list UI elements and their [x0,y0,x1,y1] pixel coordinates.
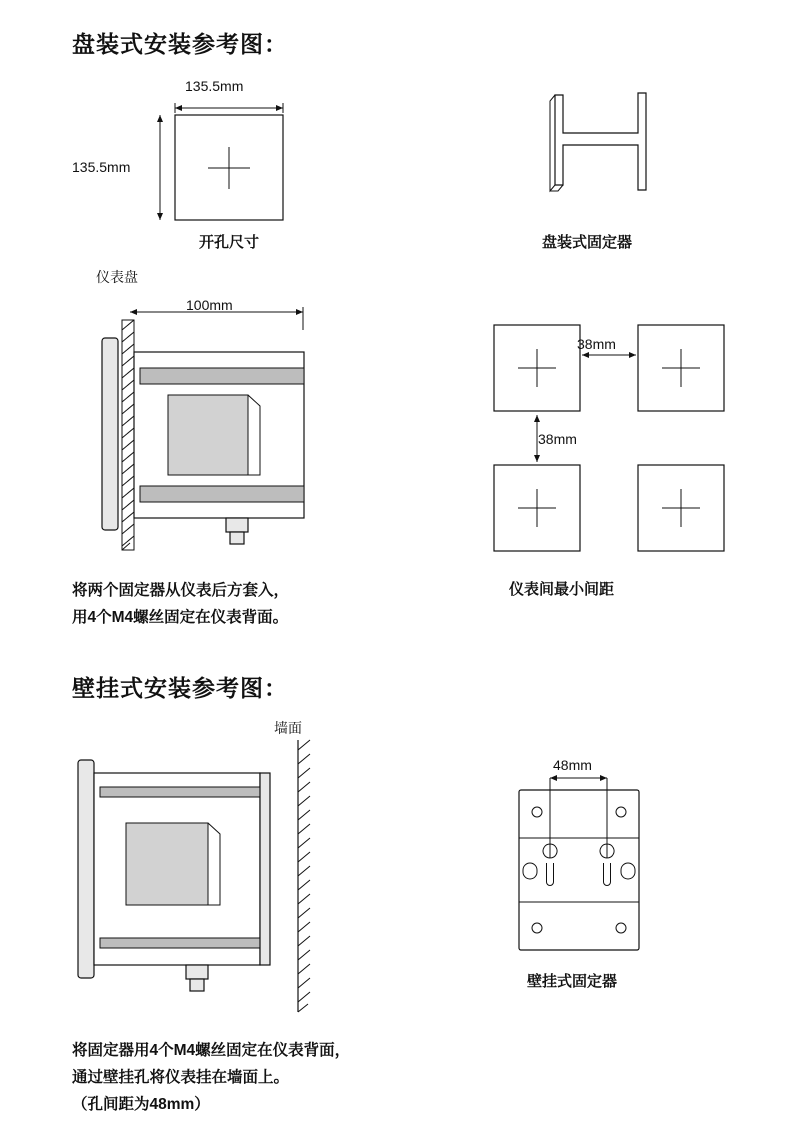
figure-side-view-panel-mount [70,290,370,555]
caption-cutout-size: 开孔尺寸 [199,234,260,251]
figure-wall-bracket [495,750,685,970]
figure-panel-bracket [530,85,670,210]
dimension-hole-spacing-48mm: 48mm [553,757,592,773]
section-title-wall-mount: 壁挂式安装参考图： [72,675,288,701]
section-title-panel-mount: 盘装式安装参考图： [72,31,288,57]
note-panel-mount-line1: 将两个固定器从仪表后方套入， [72,582,290,599]
figure-cutout-dimensions [140,75,320,250]
caption-minimum-spacing: 仪表间最小间距 [509,581,615,598]
label-instrument-panel: 仪表盘 [96,269,138,285]
note-wall-mount-line2: 通过壁挂孔将仪表挂在墙面上。 [72,1069,290,1086]
note-wall-mount-line3: （孔间距为48mm） [72,1096,210,1113]
dimension-vertical-spacing: 38mm [538,431,577,447]
caption-panel-bracket: 盘装式固定器 [542,234,633,251]
dimension-horizontal-spacing: 38mm [577,336,616,352]
label-wall-surface: 墙面 [274,720,302,736]
dimension-depth-100mm: 100mm [186,297,233,313]
note-panel-mount-line2: 用4个M4螺丝固定在仪表背面。 [72,609,289,626]
figure-side-view-wall-mount [70,740,370,1015]
dimension-cutout-width: 135.5mm [185,78,244,94]
caption-wall-bracket: 壁挂式固定器 [527,973,618,990]
dimension-cutout-height: 135.5mm [72,159,131,175]
note-wall-mount-line1: 将固定器用4个M4螺丝固定在仪表背面， [72,1042,351,1059]
